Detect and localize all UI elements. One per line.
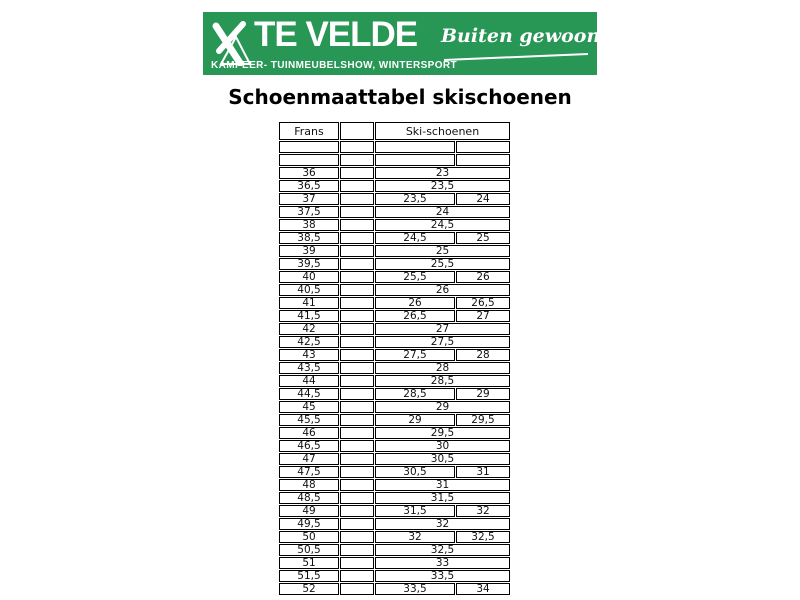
frans-size-cell: 50,5 (279, 544, 339, 556)
table-row (279, 375, 510, 387)
header-spacer (340, 122, 374, 140)
empty-row (279, 141, 510, 153)
frans-size-cell: 48,5 (279, 492, 339, 504)
ski-size-cell: 33 (375, 557, 510, 569)
ski-size-cell: 31 (456, 466, 510, 478)
table-row (279, 557, 510, 569)
ski-size-cell: 25,5 (375, 271, 455, 283)
ski-size-cell: 29 (375, 414, 455, 426)
frans-size-cell: 46,5 (279, 440, 339, 452)
frans-size-cell: 52 (279, 583, 339, 595)
table-row (279, 362, 510, 374)
table-row (279, 245, 510, 257)
table-row (279, 518, 510, 530)
frans-size-cell: 36 (279, 167, 339, 179)
spacer-cell (340, 219, 374, 231)
spacer-cell (340, 414, 374, 426)
empty-cell (279, 141, 339, 153)
table-row (279, 388, 510, 400)
spacer-cell (340, 479, 374, 491)
ski-size-cell: 29,5 (375, 427, 510, 439)
frans-size-cell: 43,5 (279, 362, 339, 374)
empty-row (279, 154, 510, 166)
ski-size-cell: 32 (456, 505, 510, 517)
ski-size-cell: 25,5 (375, 258, 510, 270)
ski-size-cell: 26,5 (456, 297, 510, 309)
spacer-cell (340, 531, 374, 543)
frans-size-cell: 48 (279, 479, 339, 491)
header-frans: Frans (279, 122, 339, 140)
frans-size-cell: 37 (279, 193, 339, 205)
ski-size-cell: 25 (456, 232, 510, 244)
ski-size-cell: 24,5 (375, 219, 510, 231)
spacer-cell (340, 284, 374, 296)
table-row (279, 323, 510, 335)
spacer-cell (340, 505, 374, 517)
ski-size-cell: 28,5 (375, 388, 455, 400)
ski-size-cell: 26 (456, 271, 510, 283)
ski-size-cell: 28 (456, 349, 510, 361)
empty-cell (375, 141, 455, 153)
ski-size-cell: 23,5 (375, 180, 510, 192)
ski-size-cell: 33,5 (375, 583, 455, 595)
table-row (279, 505, 510, 517)
ski-size-cell: 29 (456, 388, 510, 400)
table-row (279, 479, 510, 491)
ski-size-cell: 26 (375, 284, 510, 296)
table-row (279, 297, 510, 309)
frans-size-cell: 50 (279, 531, 339, 543)
empty-cell (340, 154, 374, 166)
table-row (279, 466, 510, 478)
frans-size-cell: 43 (279, 349, 339, 361)
table-row (279, 336, 510, 348)
frans-size-cell: 45,5 (279, 414, 339, 426)
ski-size-cell: 30,5 (375, 466, 455, 478)
brand-subtitle: KAMPEER- TUINMEUBELSHOW, WINTERSPORT (211, 60, 458, 71)
frans-size-cell: 49 (279, 505, 339, 517)
table-row (279, 219, 510, 231)
spacer-cell (340, 349, 374, 361)
frans-size-cell: 44,5 (279, 388, 339, 400)
brand-banner (203, 12, 659, 75)
ski-size-cell: 27 (375, 323, 510, 335)
empty-cell (340, 141, 374, 153)
spacer-cell (340, 440, 374, 452)
ski-size-cell: 25 (375, 245, 510, 257)
ski-size-cell: 24 (375, 206, 510, 218)
brand-tagline (441, 23, 659, 62)
tagline-text: Buiten gewoon goed (441, 25, 659, 47)
table-row (279, 206, 510, 218)
spacer-cell (340, 388, 374, 400)
ski-size-cell: 29,5 (456, 414, 510, 426)
crossed-skis-mountain-icon (208, 18, 252, 66)
table-row (279, 453, 510, 465)
ski-size-cell: 32 (375, 518, 510, 530)
table-row (279, 570, 510, 582)
ski-size-cell: 26,5 (375, 310, 455, 322)
spacer-cell (340, 544, 374, 556)
frans-size-cell: 51 (279, 557, 339, 569)
ski-size-cell: 33,5 (375, 570, 510, 582)
table-row (279, 284, 510, 296)
table-row (279, 583, 510, 595)
table-row (279, 440, 510, 452)
frans-size-cell: 39,5 (279, 258, 339, 270)
spacer-cell (340, 193, 374, 205)
ski-size-cell: 24 (456, 193, 510, 205)
brand-name: TE VELDE (254, 15, 418, 54)
tagline-underline-swash (442, 52, 590, 62)
ski-size-cell: 23,5 (375, 193, 455, 205)
ski-size-cell: 28 (375, 362, 510, 374)
table-row (279, 492, 510, 504)
frans-size-cell: 44 (279, 375, 339, 387)
table-row (279, 349, 510, 361)
table-row (279, 544, 510, 556)
size-table (278, 121, 511, 596)
spacer-cell (340, 258, 374, 270)
table-row (279, 232, 510, 244)
spacer-cell (340, 310, 374, 322)
empty-cell (456, 141, 510, 153)
spacer-cell (340, 245, 374, 257)
spacer-cell (340, 362, 374, 374)
ski-size-cell: 31 (375, 479, 510, 491)
spacer-cell (340, 206, 374, 218)
table-row (279, 180, 510, 192)
spacer-cell (340, 323, 374, 335)
table-row (279, 531, 510, 543)
frans-size-cell: 36,5 (279, 180, 339, 192)
table-header-row (279, 122, 510, 140)
ski-size-cell: 24,5 (375, 232, 455, 244)
spacer-cell (340, 518, 374, 530)
frans-size-cell: 49,5 (279, 518, 339, 530)
ski-size-cell: 34 (456, 583, 510, 595)
frans-size-cell: 42,5 (279, 336, 339, 348)
spacer-cell (340, 232, 374, 244)
size-table-body (279, 122, 510, 595)
ski-size-cell: 29 (375, 401, 510, 413)
spacer-cell (340, 401, 374, 413)
spacer-cell (340, 297, 374, 309)
frans-size-cell: 46 (279, 427, 339, 439)
ski-size-cell: 32,5 (456, 531, 510, 543)
spacer-cell (340, 583, 374, 595)
ski-size-cell: 30,5 (375, 453, 510, 465)
table-row (279, 193, 510, 205)
frans-size-cell: 47,5 (279, 466, 339, 478)
frans-size-cell: 51,5 (279, 570, 339, 582)
table-row (279, 271, 510, 283)
spacer-cell (340, 557, 374, 569)
table-row (279, 258, 510, 270)
frans-size-cell: 38 (279, 219, 339, 231)
frans-size-cell: 37,5 (279, 206, 339, 218)
ski-size-cell: 26 (375, 297, 455, 309)
spacer-cell (340, 271, 374, 283)
spacer-cell (340, 453, 374, 465)
ski-size-cell: 27 (456, 310, 510, 322)
ski-size-cell: 23 (375, 167, 510, 179)
table-row (279, 427, 510, 439)
frans-size-cell: 40,5 (279, 284, 339, 296)
ski-size-cell: 27,5 (375, 349, 455, 361)
frans-size-cell: 38,5 (279, 232, 339, 244)
spacer-cell (340, 167, 374, 179)
empty-cell (456, 154, 510, 166)
empty-cell (279, 154, 339, 166)
frans-size-cell: 39 (279, 245, 339, 257)
ski-size-cell: 31,5 (375, 492, 510, 504)
ski-size-cell: 32 (375, 531, 455, 543)
frans-size-cell: 41 (279, 297, 339, 309)
spacer-cell (340, 492, 374, 504)
frans-size-cell: 40 (279, 271, 339, 283)
table-row (279, 310, 510, 322)
empty-cell (375, 154, 455, 166)
ski-size-cell: 27,5 (375, 336, 510, 348)
table-row (279, 401, 510, 413)
frans-size-cell: 45 (279, 401, 339, 413)
ski-size-cell: 30 (375, 440, 510, 452)
ski-size-cell: 32,5 (375, 544, 510, 556)
spacer-cell (340, 570, 374, 582)
spacer-cell (340, 427, 374, 439)
spacer-cell (340, 375, 374, 387)
table-row (279, 167, 510, 179)
table-row (279, 414, 510, 426)
frans-size-cell: 47 (279, 453, 339, 465)
frans-size-cell: 41,5 (279, 310, 339, 322)
spacer-cell (340, 336, 374, 348)
header-ski-schoenen: Ski-schoenen (375, 122, 510, 140)
frans-size-cell: 42 (279, 323, 339, 335)
spacer-cell (340, 180, 374, 192)
ski-size-cell: 28,5 (375, 375, 510, 387)
ski-size-cell: 31,5 (375, 505, 455, 517)
spacer-cell (340, 466, 374, 478)
page-title: Schoenmaattabel skischoenen (228, 85, 572, 109)
